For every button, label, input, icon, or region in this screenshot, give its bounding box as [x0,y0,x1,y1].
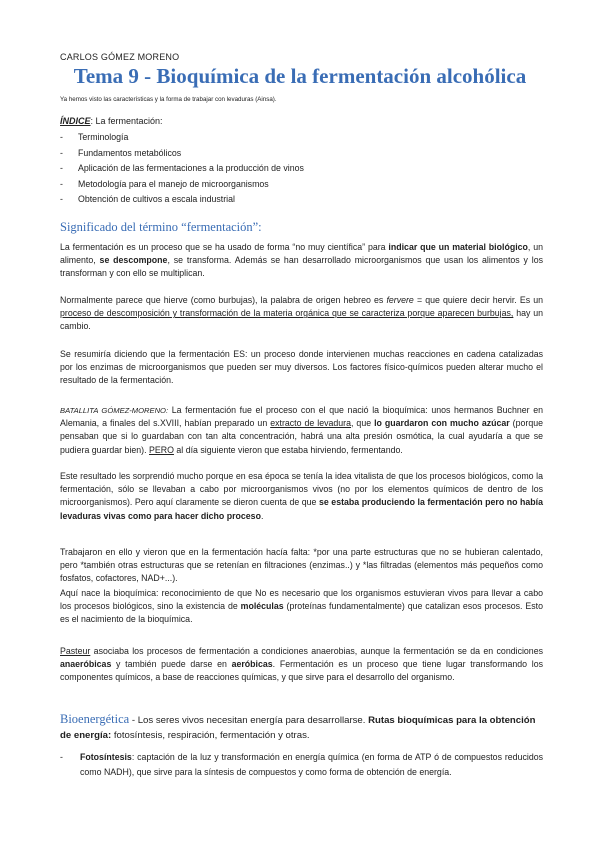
paragraph-etymology: Normalmente parece que hierve (como burbujas), la palabra de origen hebreo es fervere = que quiere decir hervir. Es un proceso de descomposición y transformación de la materia orgánica que se caracteriza porque aparecen burbujas, hay un cambio. [60,295,543,332]
index-label-rest: : La fermentación: [90,116,163,126]
index-label: ÍNDICE [60,116,91,126]
index-heading [60,116,163,126]
page-title: Tema 9 - Bioquímica de la fermentación alcohólica [73,64,527,88]
page-subtitle: Ya hemos visto las características y la forma de trabajar con levaduras (Ainsa). [60,96,277,103]
paragraph-summary: Se resumiría diciendo que la fermentación ES: un proceso donde intervienen muchas reacciones en cadena catalizadas por los enzimas de microorganismos que pueden ser muy diversos. Los factores físico-químicos pueden alterar mucho el resultado de la fermentación. [60,349,543,386]
index-item: - Metodología para el manejo de microorganismos [60,178,269,189]
paragraph-pasteur: Pasteur asociaba los procesos de fermentación a condiciones anaerobias, aunque la fermentación se da en condiciones anaeróbicas y también puede darse en aeróbicas. Fermentación es un proceso que tiene lugar transformando los componentes químicos, a base de reacciones químicas, y que sirve para el desarrollo del organismo. [60,646,543,683]
index-item: - Obtención de cultivos a escala industrial [60,194,235,204]
index-item: - Fundamentos metabólicos [60,147,182,158]
paragraph-history: BATALLITA GÓMEZ-MORENO: La fermentación fue el proceso con el que nació la bioquímica: unos hermanos Buchner en Alemania, a finales del s.XVIII, habían preparado un extracto de levadura, que lo guardaron con mucho azúcar (porque pensaban que si lo guardaban con tan alta concentración, habrá una alta presión osmótica, la cual ayudaría a que se pudiera guardar bien). PERO al día siguiente vieron que estaba hirviendo, fermentando. [60,405,544,455]
section-heading-bioenergetics: Bioenergética [60,712,130,726]
bioenergetics-intro: Bioenergética - Los seres vivos necesitan energía para desarrollarse. Rutas bioquímicas para la obtención de energía: fotosíntesis, respiración, fermentación y otras. [60,712,536,741]
author-name: CARLOS GÓMEZ MORENO [60,52,180,62]
index-item: - Aplicación de las fermentaciones a la producción de vinos [60,163,304,173]
bullet-photosynthesis: - Fotosíntesis: captación de la luz y transformación en energía química (en forma de ATP ó de compuestos reducidos como NADH), que sirve para la síntesis de compuestos y como forma de obtención de energía. [60,752,543,777]
index-item: - Terminología [60,132,129,142]
paragraph-birth-biochemistry: Aquí nace la bioquímica: reconocimiento de que No es necesario que los organismos estuvieran vivos para llevar a cabo los procesos biológicos, sino la existencia de moléculas (proteínas fundamentalmente) que catalizan esos procesos. Esto es el nacimiento de la bioquímica. [60,588,543,625]
paragraph-definition: La fermentación es un proceso que se ha usado de forma “no muy científica” para indicar que un material biológico, un alimento, se descompone, se transforma. Además se han desarrollado microorganismos que usan los alimentos y los transforman y con ello se multiplican. [60,242,543,279]
paragraph-vitalism: Este resultado les sorprendió mucho porque en esa época se tenía la idea vitalista de que los procesos biológicos, como la fermentación, sólo se llevaban a cabo por microorganismos vivos (no por los elementos químicos de dentro de los microorganismos). Pero aquí claramente se dieron cuenta de que se estaba produciendo la fermentación pero no había levaduras vivas como para hacer dicho proceso. [60,471,543,521]
section-heading-fermentation: Significado del término “fermentación”: [60,220,262,234]
paragraph-structures: Trabajaron en ello y vieron que en la fermentación hacía falta: *por una parte estructuras que no se hubieran calentado, pero *también otras estructuras que se retenían en filtraciones (enzimas..) y *las filtradas (elementos más pequeños como fosfatos, cofactores, NAD+...). [60,547,543,584]
index-list [60,130,304,208]
